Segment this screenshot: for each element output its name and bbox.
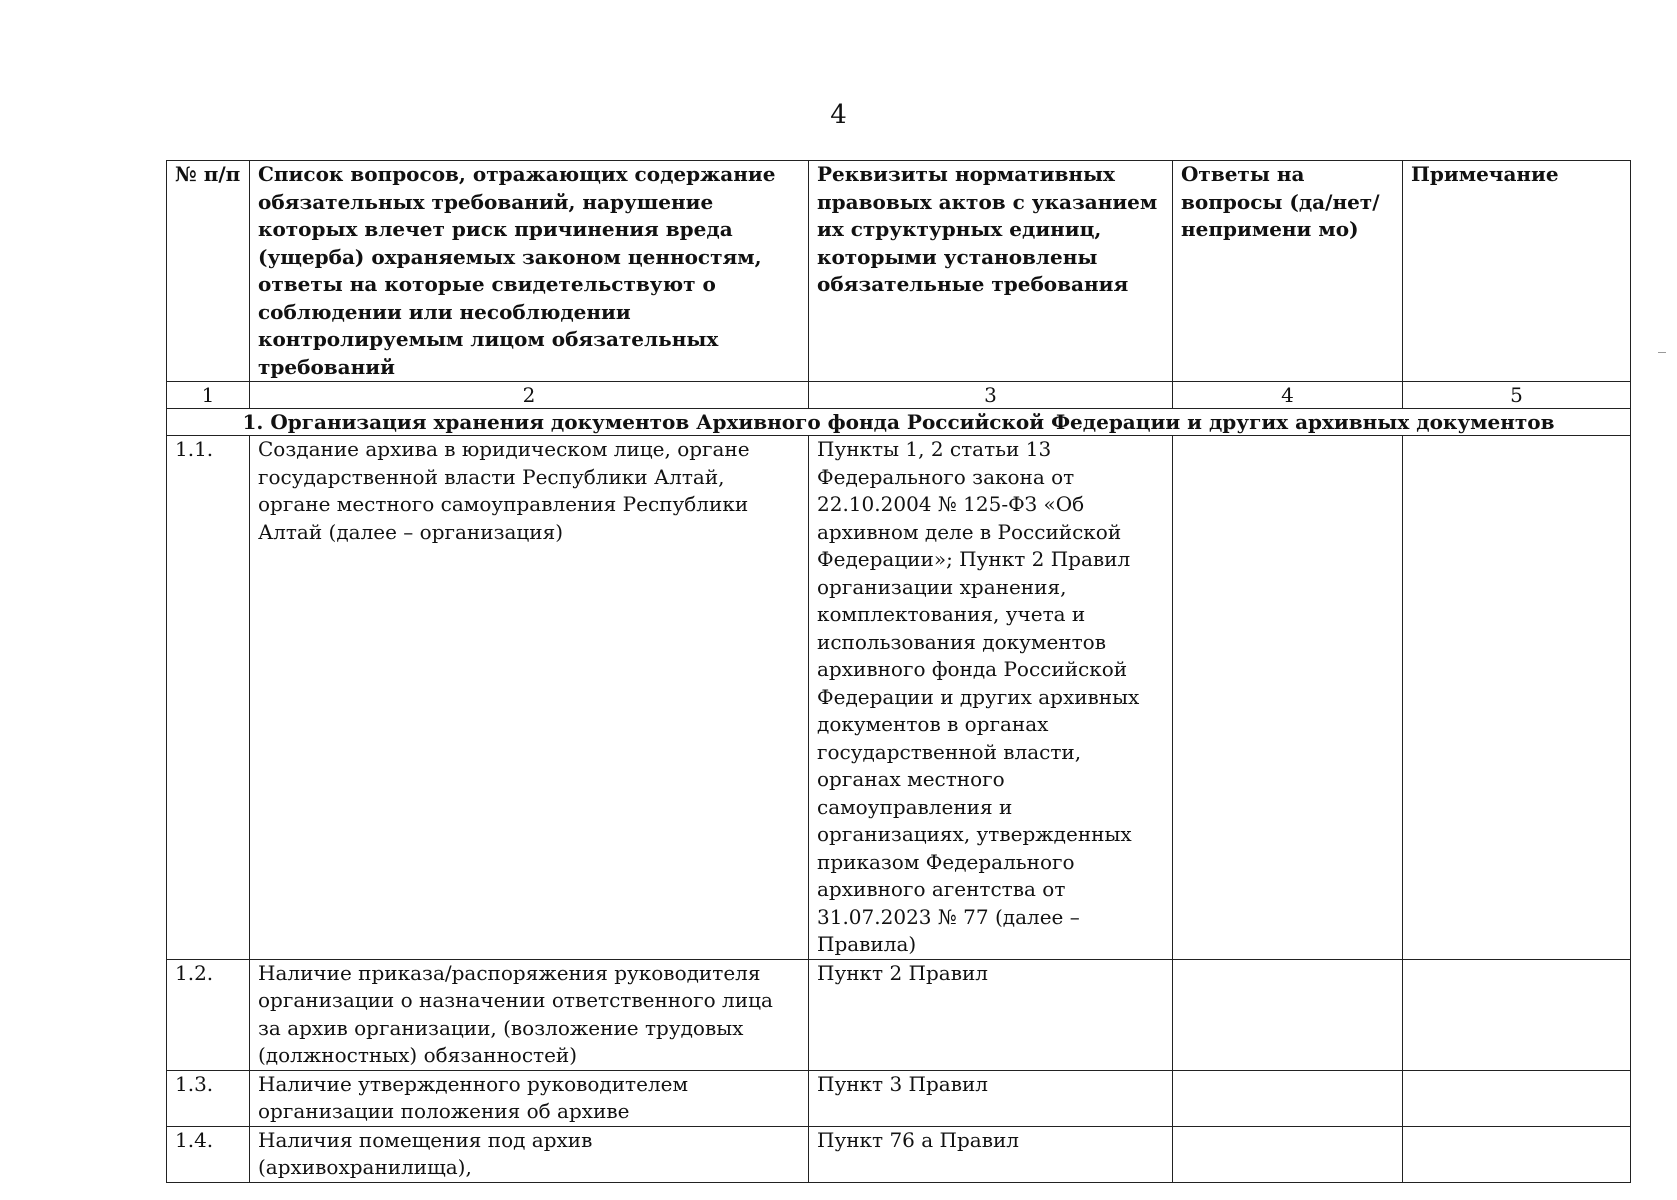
header-number: № п/п: [167, 161, 250, 382]
row-reference: Пункты 1, 2 статьи 13 Федерального закона от 22.10.2004 № 125-ФЗ «Об архивном деле в Российской Федерации»; Пункт 2 Правил организации хранения, комплектования, учета и использования документов архивного фонда Российской Федерации и других архивных документов в органах государственной власти, органах местного самоуправления и организациях, утвержденных приказом Федерального архивного агентства от 31.07.2023 № 77 (далее – Правила): [809, 436, 1173, 960]
row-answer-cell: [1173, 436, 1403, 960]
checklist-table: [166, 160, 1631, 1183]
table-row: [167, 1070, 1631, 1126]
section-row: [167, 409, 1631, 436]
table-row: [167, 1126, 1631, 1182]
row-question: Наличия помещения под архив (архивохранилища),: [250, 1126, 809, 1182]
row-number: 1.1.: [167, 436, 250, 960]
row-reference: Пункт 2 Правил: [809, 959, 1173, 1070]
row-question: Создание архива в юридическом лице, органе государственной власти Республики Алтай, органе местного самоуправления Республики Алтай (далее – организация): [250, 436, 809, 960]
row-note-cell: [1403, 1126, 1631, 1182]
row-reference: Пункт 76 а Правил: [809, 1126, 1173, 1182]
row-note-cell: [1403, 436, 1631, 960]
header-answers: Ответы на вопросы (да/нет/непримени мо): [1173, 161, 1403, 382]
column-number: 4: [1173, 382, 1403, 409]
row-question: Наличие приказа/распоряжения руководителя организации о назначении ответственного лица за архив организации, (возложение трудовых (должностных) обязанностей): [250, 959, 809, 1070]
row-number: 1.4.: [167, 1126, 250, 1182]
row-answer-cell: [1173, 1070, 1403, 1126]
page-number: 4: [830, 100, 847, 130]
row-reference: Пункт 3 Правил: [809, 1070, 1173, 1126]
column-number: 3: [809, 382, 1173, 409]
margin-mark: [1658, 352, 1666, 353]
row-number: 1.3.: [167, 1070, 250, 1126]
section-title: 1. Организация хранения документов Архивного фонда Российской Федерации и других архивных документов: [167, 409, 1631, 436]
row-number: 1.2.: [167, 959, 250, 1070]
row-note-cell: [1403, 1070, 1631, 1126]
row-answer-cell: [1173, 959, 1403, 1070]
column-numbers-row: [167, 382, 1631, 409]
header-question-list: Список вопросов, отражающих содержание обязательных требований, нарушение которых влечет риск причинения вреда (ущерба) охраняемых законом ценностям, ответы на которые свидетельствуют о соблюдении или несоблюдении контролируемым лицом обязательных требований: [250, 161, 809, 382]
row-answer-cell: [1173, 1126, 1403, 1182]
table-row: [167, 436, 1631, 960]
header-note: Примечание: [1403, 161, 1631, 382]
row-question: Наличие утвержденного руководителем организации положения об архиве: [250, 1070, 809, 1126]
table-row: [167, 959, 1631, 1070]
column-number: 1: [167, 382, 250, 409]
header-legal-references: Реквизиты нормативных правовых актов с указанием их структурных единиц, которыми установлены обязательные требования: [809, 161, 1173, 382]
header-row: [167, 161, 1631, 382]
column-number: 5: [1403, 382, 1631, 409]
row-note-cell: [1403, 959, 1631, 1070]
column-number: 2: [250, 382, 809, 409]
